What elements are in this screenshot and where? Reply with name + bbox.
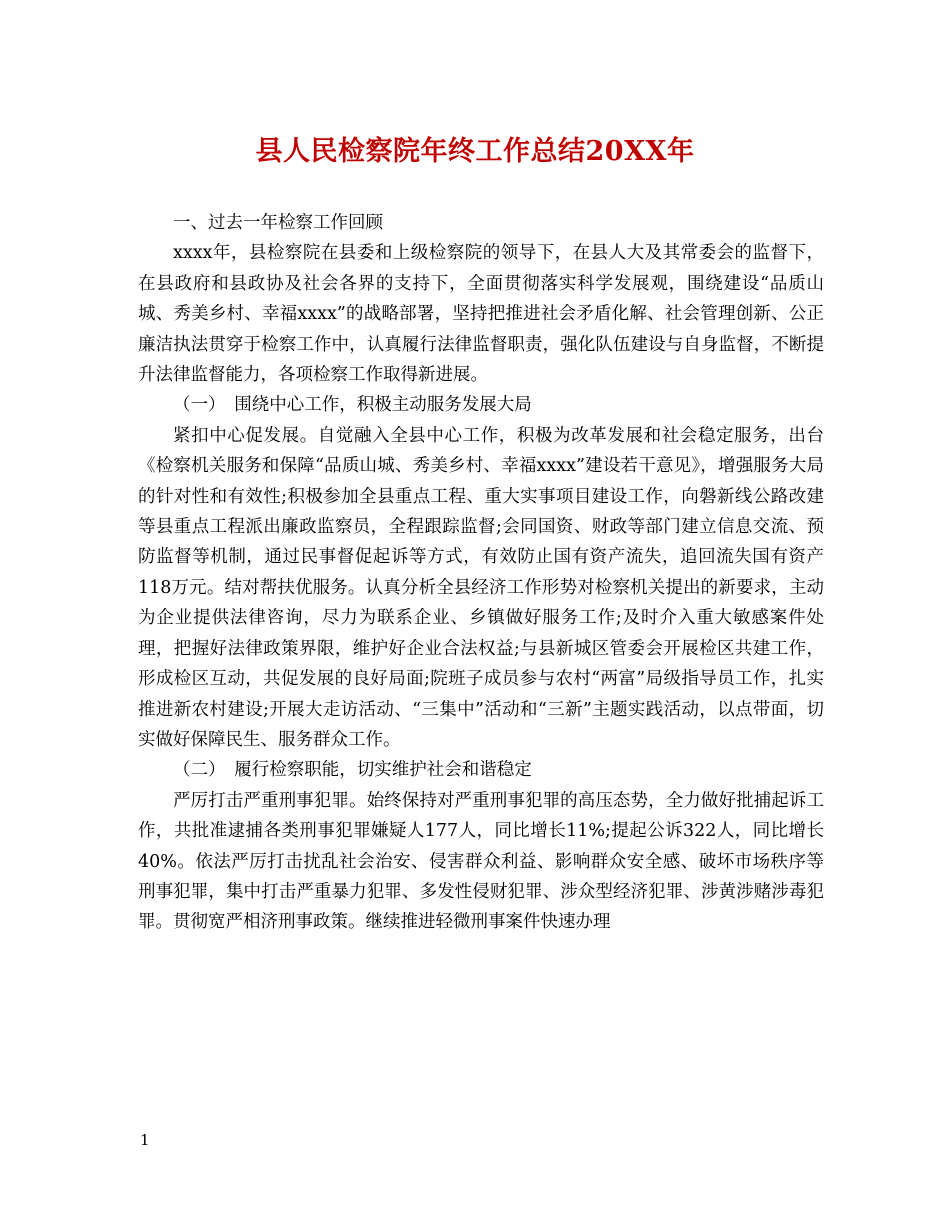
document-body [138, 208, 824, 938]
body-paragraph: 严厉打击严重刑事犯罪。始终保持对严重刑事犯罪的高压态势，全力做好批捕起诉工作，共批准逮捕各类刑事犯罪嫌疑人177人，同比增长11%;提起公诉322人，同比增长40%。依法严厉打击扰乱社会治安、侵害群众利益、影响群众安全感、破坏市场秩序等刑事犯罪，集中打击严重暴力犯罪、多发性侵财犯罪、涉众型经济犯罪、涉黄涉赌涉毒犯罪。贯彻宽严相济刑事政策。继续推进轻微刑事案件快速办理 [138, 790, 824, 933]
page-number: 1 [140, 1131, 150, 1149]
document-title: 县人民检察院年终工作总结20XX年 [255, 136, 695, 167]
body-paragraph: xxxx年，县检察院在县委和上级检察院的领导下，在县人大及其常委会的监督下，在县政府和县政协及社会各界的支持下，全面贯彻落实科学发展观，围绕建设“品质山城、秀美乡村、幸福xxxx”的战略部署，坚持把推进社会矛盾化解、社会管理创新、公正廉洁执法贯穿于检察工作中，认真履行法律监督职责，强化队伍建设与自身监督，不断提升法律监督能力，各项检察工作取得新进展。 [138, 243, 824, 386]
section-heading: 一、过去一年检察工作回顾 [173, 213, 383, 233]
subsection-heading: （一） 围绕中心工作，积极主动服务发展大局 [173, 395, 532, 416]
subsection-heading: （二） 履行检察职能，切实维护社会和谐稳定 [173, 760, 532, 781]
body-paragraph: 紧扣中心促发展。自觉融入全县中心工作，积极为改革发展和社会稳定服务，出台《检察机关服务和保障“品质山城、秀美乡村、幸福xxxx”建设若干意见》，增强服务大局的针对性和有效性;积极参加全县重点工程、重大实事项目建设工作，向磐新线公路改建等县重点工程派出廉政监察员，全程跟踪监督;会同国资、财政等部门建立信息交流、预防监督等机制，通过民事督促起诉等方式，有效防止国有资产流失，追回流失国有资产118万元。结对帮扶优服务。认真分析全县经济工作形势对检察机关提出的新要求，主动为企业提供法律咨询，尽力为联系企业、乡镇做好服务工作;及时介入重大敏感案件处理，把握好法律政策界限，维护好企业合法权益;与县新城区管委会开展检区共建工作，形成检区互动，共促发展的良好局面;院班子成员参与农村“两富”局级指导员工作，扎实推进新农村建设;开展大走访活动、“三集中”活动和“三新”主题实践活动，以点带面，切实做好保障民生、服务群众工作。 [138, 425, 824, 750]
